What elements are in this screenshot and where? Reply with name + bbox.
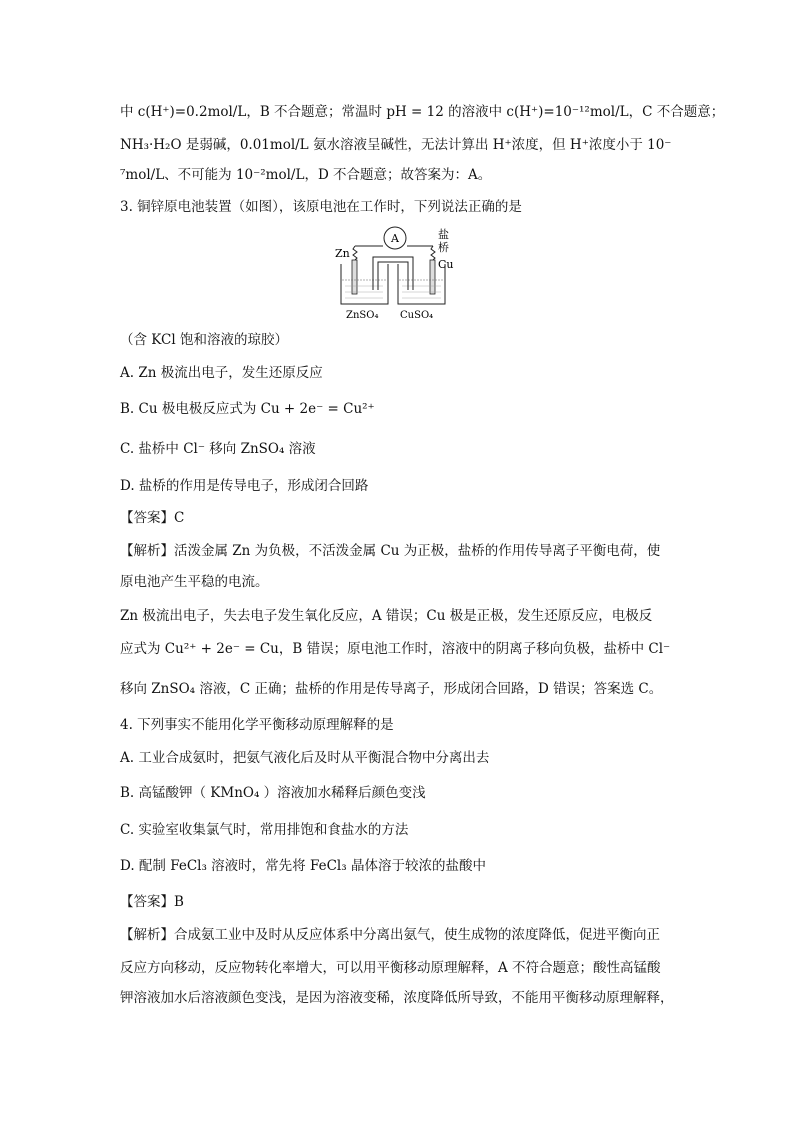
svg-text:桥: 桥 xyxy=(438,241,449,254)
analysis-line: Zn 极流出电子，失去电子发生氧化反应，A 错误；Cu 极是正极，发生还原反应，电极反 xyxy=(120,608,653,624)
analysis-line: 反应方向移动，反应物转化率增大，可以用平衡移动原理解释，A 不符合题意；酸性高锰酸 xyxy=(120,960,661,976)
text-line: ⁷mol/L、不可能为 10⁻²mol/L，D 不合题意；故答案为：A。 xyxy=(120,167,492,183)
option-a: A. Zn 极流出电子，发生还原反应 xyxy=(120,365,323,381)
answer-label: 【答案】B xyxy=(120,894,184,910)
option-b: B. 高锰酸钾（ KMnO₄ ）溶液加水稀释后颜色变浅 xyxy=(120,785,426,801)
option-a: A. 工业合成氨时，把氨气液化后及时从平衡混合物中分离出去 xyxy=(120,750,490,766)
cu-electrode xyxy=(430,260,435,294)
question-3-stem: 3. 铜锌原电池装置（如图），该原电池在工作时，下列说法正确的是 xyxy=(120,199,522,215)
analysis-line: 移向 ZnSO₄ 溶液，C 正确；盐桥的作用是传导离子，形成闭合回路，D 错误；答案选 C。 xyxy=(120,681,663,697)
option-d: D. 盐桥的作用是传导电子，形成闭合回路 xyxy=(120,478,369,494)
analysis-line: 【解析】活泼金属 Zn 为负极，不活泼金属 Cu 为正极，盐桥的作用传导离子平衡电荷，使 xyxy=(120,543,661,559)
ammeter-label: A xyxy=(391,232,399,245)
zn-electrode xyxy=(352,260,357,294)
znso4-label: ZnSO₄ xyxy=(346,310,379,321)
analysis-line: 应式为 Cu²⁺ + 2e⁻ = Cu，B 错误；原电池工作时，溶液中的阴离子移向负极，盐桥中 Cl⁻ xyxy=(120,641,671,657)
text-line: NH₃·H₂O 是弱碱，0.01mol/L 氨水溶液呈碱性，无法计算出 H⁺浓度，但 H⁺浓度小于 10⁻ xyxy=(120,137,672,153)
cu-label: Cu xyxy=(438,258,454,271)
analysis-line: 原电池产生平稳的电流。 xyxy=(120,574,269,590)
cuso4-label: CuSO₄ xyxy=(400,310,434,321)
text-line: 中 c(H⁺)=0.2mol/L，B 不合题意；常温时 pH = 12 的溶液中 c(H⁺)=10⁻¹²mol/L，C 不合题意； xyxy=(120,104,725,120)
analysis-line: 【解析】合成氨工业中及时从反应体系中分离出氨气，使生成物的浓度降低，促进平衡向正 xyxy=(120,927,660,943)
galvanic-cell-diagram xyxy=(333,224,463,324)
option-b: B. Cu 极电极反应式为 Cu + 2e⁻ = Cu²⁺ xyxy=(120,401,375,417)
option-d: D. 配制 FeCl₃ 溶液时，常先将 FeCl₃ 晶体溶于较浓的盐酸中 xyxy=(120,858,486,874)
salt-bridge-label: 盐 xyxy=(438,228,449,241)
question-4-stem: 4. 下列事实不能用化学平衡移动原理解释的是 xyxy=(120,717,394,733)
analysis-line: 钾溶液加水后溶液颜色变浅，是因为溶液变稀，浓度降低所导致，不能用平衡移动原理解释， xyxy=(120,990,674,1006)
option-c: C. 实验室收集氯气时，常用排饱和食盐水的方法 xyxy=(120,822,409,838)
zn-label: Zn xyxy=(335,247,350,260)
answer-label: 【答案】C xyxy=(120,510,185,526)
option-c: C. 盐桥中 Cl⁻ 移向 ZnSO₄ 溶液 xyxy=(120,441,316,457)
diagram-note: （含 KCl 饱和溶液的琼胶） xyxy=(120,332,288,348)
